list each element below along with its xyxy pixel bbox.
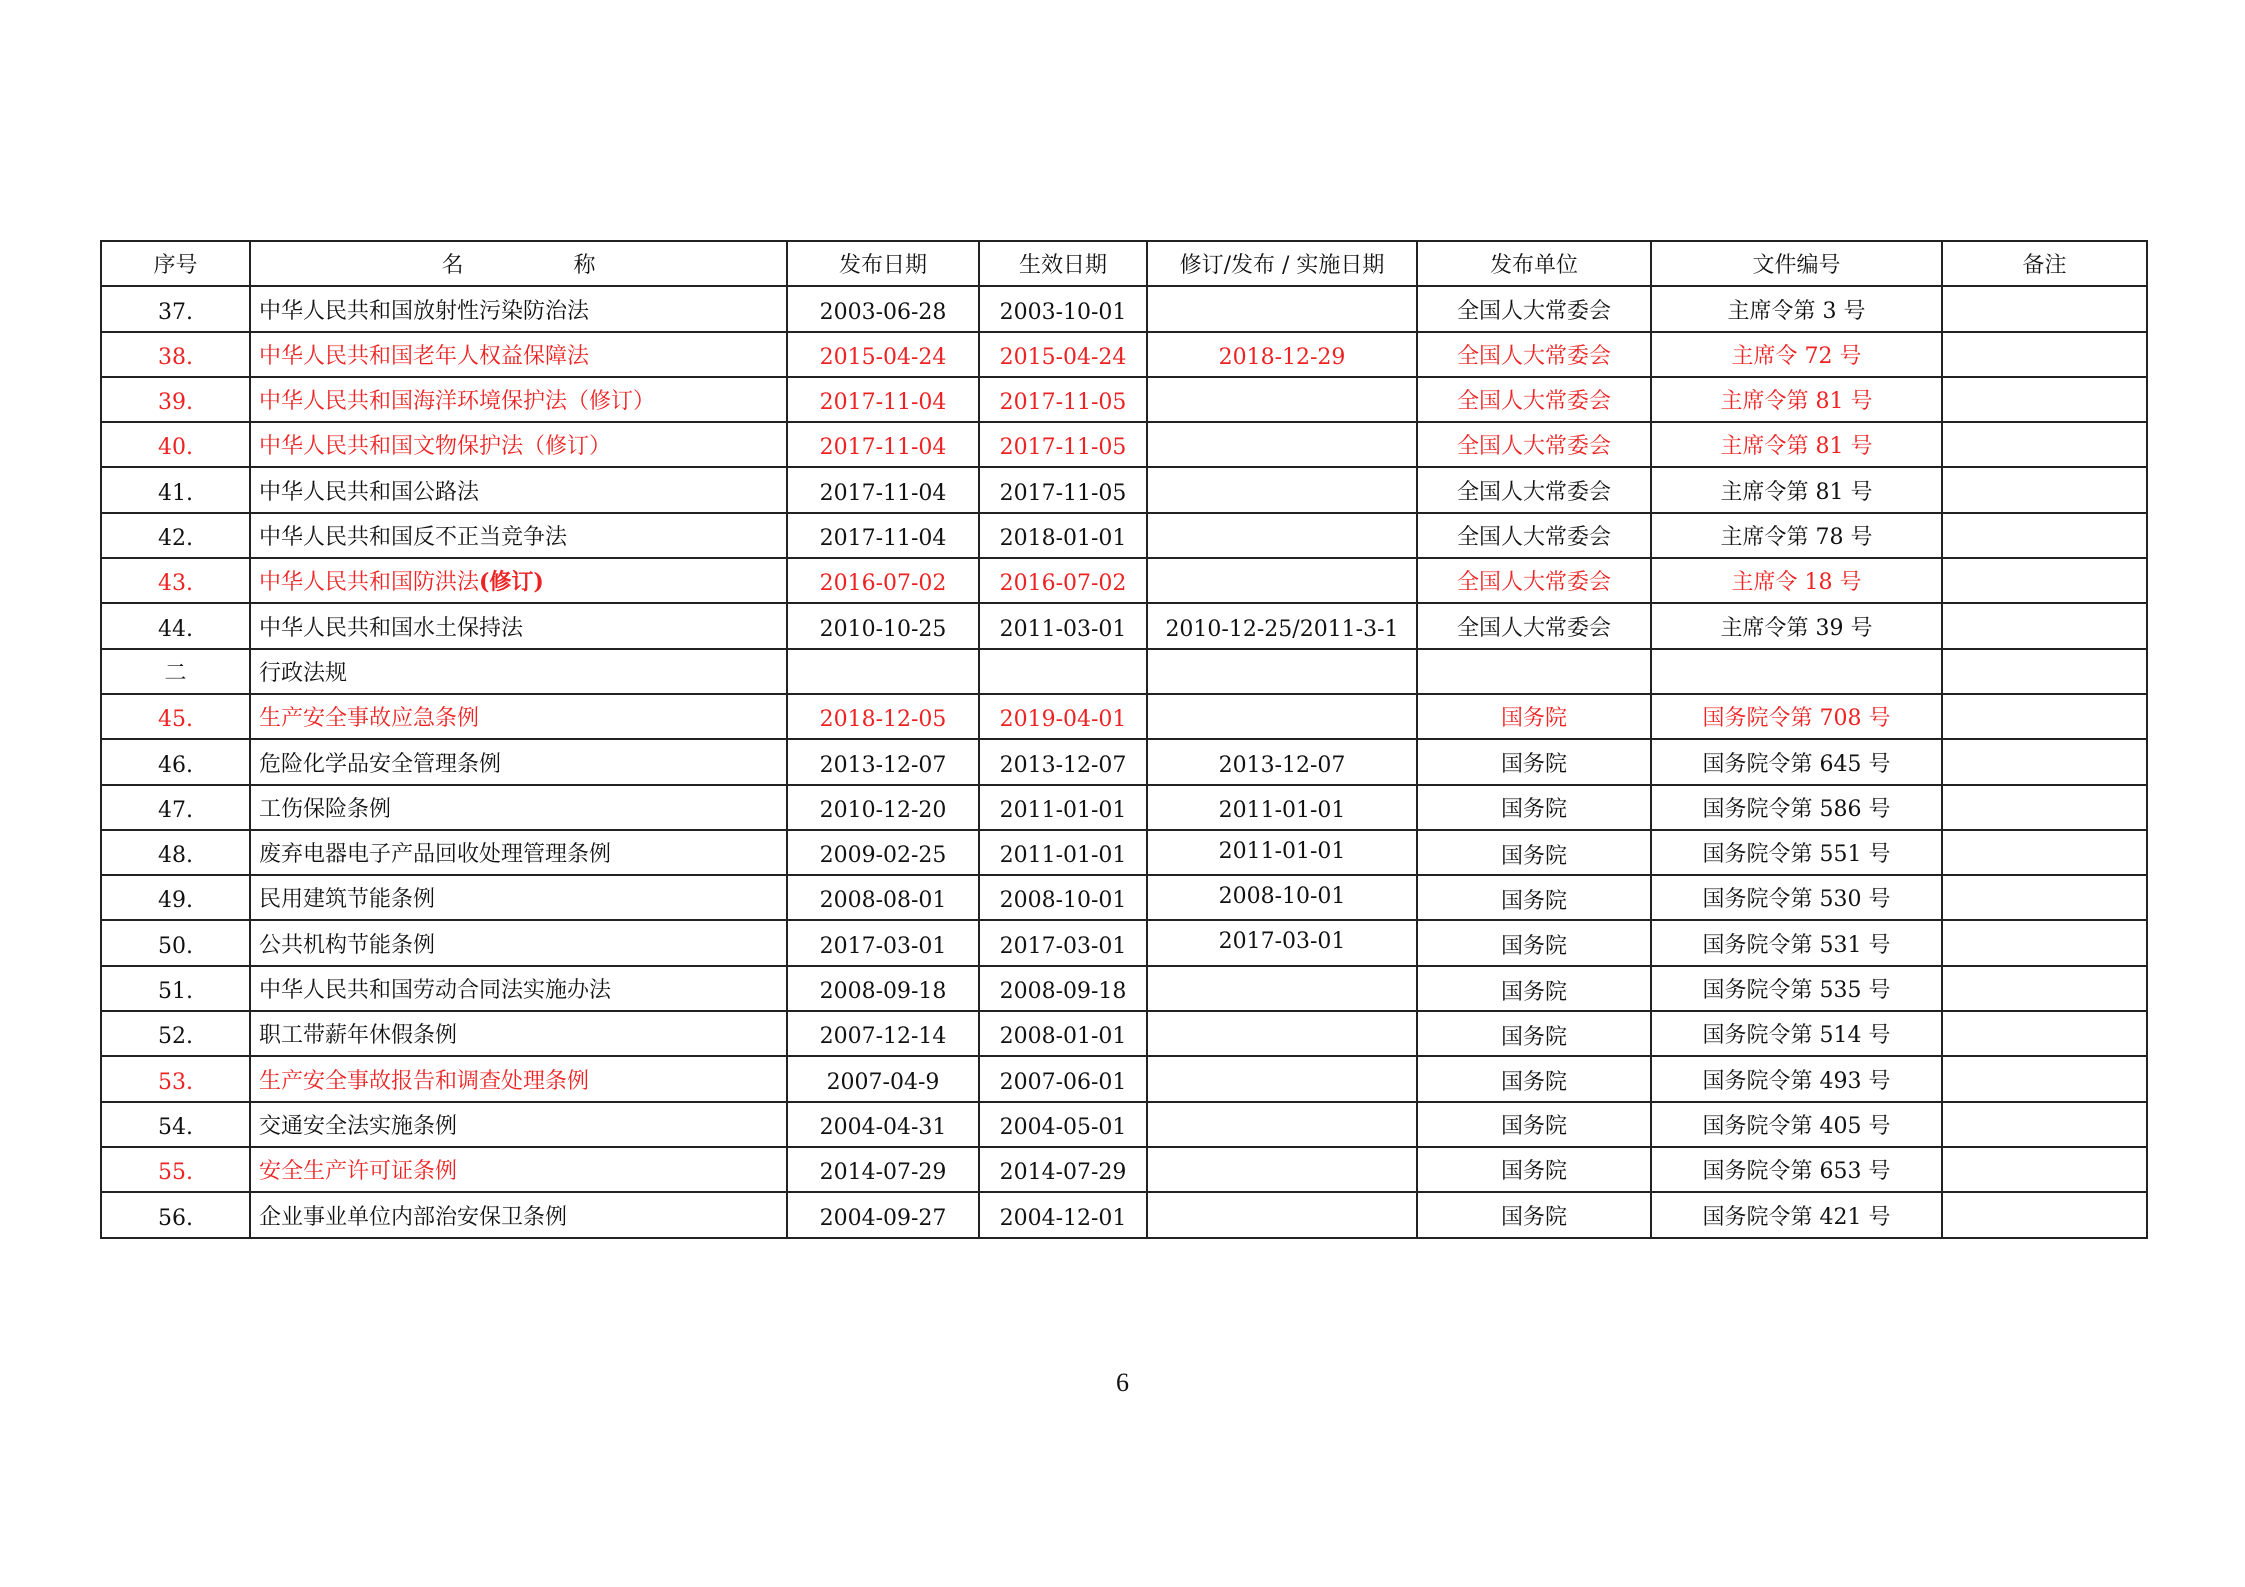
cell-revision-date [1147,1192,1417,1237]
cell-issuer: 国务院 [1417,739,1651,784]
cell-name: 废弃电器电子产品回收处理管理条例 [250,830,787,875]
cell-remarks [1942,467,2147,512]
cell-issuer: 国务院 [1417,966,1651,1011]
table-row [101,1056,2147,1101]
cell-effective-date: 2014-07-29 [979,1147,1147,1192]
cell-issuer: 国务院 [1417,920,1651,965]
cell-revision-date [1147,966,1417,1011]
table-row [101,966,2147,1011]
header-doc-number: 文件编号 [1651,241,1942,286]
header-seq: 序号 [101,241,250,286]
cell-remarks [1942,603,2147,648]
cell-remarks [1942,785,2147,830]
cell-remarks [1942,1147,2147,1192]
cell-issuer: 国务院 [1417,875,1651,920]
cell-seq: 45. [101,694,250,739]
cell-seq: 37. [101,286,250,331]
cell-revision-date [1147,1056,1417,1101]
cell-issuer: 国务院 [1417,785,1651,830]
table-row [101,875,2147,920]
cell-publish-date: 2017-11-04 [787,422,979,467]
cell-remarks [1942,377,2147,422]
cell-publish-date: 2014-07-29 [787,1147,979,1192]
table-row [101,467,2147,512]
cell-revision-date [1147,286,1417,331]
cell-issuer: 国务院 [1417,1192,1651,1237]
cell-remarks [1942,332,2147,377]
cell-doc-number: 主席令第 78 号 [1651,513,1942,558]
cell-issuer: 国务院 [1417,1102,1651,1147]
table-row [101,422,2147,467]
cell-seq: 49. [101,875,250,920]
cell-remarks [1942,1056,2147,1101]
cell-name: 中华人民共和国海洋环境保护法（修订） [250,377,787,422]
regulations-table [100,240,2148,1239]
table-row [101,785,2147,830]
cell-seq: 55. [101,1147,250,1192]
cell-doc-number: 国务院令第 405 号 [1651,1102,1942,1147]
table-row [101,694,2147,739]
cell-issuer: 全国人大常委会 [1417,332,1651,377]
section-number: 二 [101,649,250,694]
cell-publish-date: 2010-12-20 [787,785,979,830]
cell-effective-date: 2017-11-05 [979,377,1147,422]
cell-seq: 41. [101,467,250,512]
cell-doc-number: 主席令第 39 号 [1651,603,1942,648]
cell-seq: 40. [101,422,250,467]
cell-effective-date: 2003-10-01 [979,286,1147,331]
cell-seq: 50. [101,920,250,965]
table-row [101,332,2147,377]
cell-doc-number: 国务院令第 586 号 [1651,785,1942,830]
cell-revision-date [1147,1011,1417,1056]
header-publish-date: 发布日期 [787,241,979,286]
cell-publish-date: 2017-11-04 [787,377,979,422]
cell-revision-date [1147,1102,1417,1147]
cell-issuer: 全国人大常委会 [1417,513,1651,558]
cell-doc-number: 国务院令第 645 号 [1651,739,1942,784]
cell-effective-date: 2007-06-01 [979,1056,1147,1101]
cell-doc-number: 国务院令第 493 号 [1651,1056,1942,1101]
cell-effective-date: 2017-11-05 [979,422,1147,467]
table-row [101,1192,2147,1237]
cell-publish-date: 2007-04-9 [787,1056,979,1101]
cell-issuer: 全国人大常委会 [1417,603,1651,648]
cell-remarks [1942,1102,2147,1147]
cell-revision-date [1147,649,1417,694]
cell-issuer: 国务院 [1417,830,1651,875]
table-row [101,603,2147,648]
cell-remarks [1942,558,2147,603]
cell-seq: 42. [101,513,250,558]
cell-doc-number: 主席令 72 号 [1651,332,1942,377]
cell-name: 安全生产许可证条例 [250,1147,787,1192]
header-effective-date: 生效日期 [979,241,1147,286]
cell-issuer: 全国人大常委会 [1417,286,1651,331]
cell-revision-date: 2011-01-01 [1147,785,1417,830]
cell-doc-number: 国务院令第 530 号 [1651,875,1942,920]
cell-publish-date: 2010-10-25 [787,603,979,648]
cell-effective-date: 2011-03-01 [979,603,1147,648]
cell-doc-number: 国务院令第 421 号 [1651,1192,1942,1237]
table-row [101,830,2147,875]
cell-remarks [1942,694,2147,739]
cell-publish-date: 2013-12-07 [787,739,979,784]
cell-remarks [1942,1192,2147,1237]
cell-name: 中华人民共和国反不正当竞争法 [250,513,787,558]
cell-effective-date: 2017-03-01 [979,920,1147,965]
cell-name: 中华人民共和国公路法 [250,467,787,512]
cell-seq: 38. [101,332,250,377]
cell-doc-number: 国务院令第 514 号 [1651,1011,1942,1056]
table-row [101,739,2147,784]
cell-doc-number: 国务院令第 708 号 [1651,694,1942,739]
cell-effective-date: 2004-12-01 [979,1192,1147,1237]
cell-issuer: 国务院 [1417,1147,1651,1192]
cell-effective-date: 2019-04-01 [979,694,1147,739]
cell-effective-date: 2013-12-07 [979,739,1147,784]
cell-doc-number: 国务院令第 653 号 [1651,1147,1942,1192]
cell-effective-date: 2008-01-01 [979,1011,1147,1056]
cell-issuer: 全国人大常委会 [1417,558,1651,603]
cell-seq: 54. [101,1102,250,1147]
cell-revision-date [1147,1147,1417,1192]
cell-remarks [1942,649,2147,694]
cell-revision-date [1147,694,1417,739]
header-issuer: 发布单位 [1417,241,1651,286]
cell-remarks [1942,286,2147,331]
cell-effective-date: 2011-01-01 [979,830,1147,875]
cell-name: 中华人民共和国劳动合同法实施办法 [250,966,787,1011]
cell-effective-date: 2018-01-01 [979,513,1147,558]
cell-doc-number: 主席令 18 号 [1651,558,1942,603]
cell-name: 职工带薪年休假条例 [250,1011,787,1056]
cell-issuer: 全国人大常委会 [1417,422,1651,467]
cell-name [250,558,787,603]
cell-name-suffix: (修订) [479,569,544,596]
table-row [101,1147,2147,1192]
cell-name: 生产安全事故报告和调查处理条例 [250,1056,787,1101]
cell-effective-date: 2017-11-05 [979,467,1147,512]
cell-doc-number: 主席令第 81 号 [1651,377,1942,422]
cell-seq: 43. [101,558,250,603]
cell-doc-number: 国务院令第 551 号 [1651,830,1942,875]
cell-seq: 46. [101,739,250,784]
cell-publish-date: 2004-09-27 [787,1192,979,1237]
header-revision-date: 修订/发布 / 实施日期 [1147,241,1417,286]
cell-name: 生产安全事故应急条例 [250,694,787,739]
cell-seq: 44. [101,603,250,648]
cell-name: 中华人民共和国水土保持法 [250,603,787,648]
cell-publish-date: 2017-03-01 [787,920,979,965]
cell-remarks [1942,1011,2147,1056]
cell-seq: 53. [101,1056,250,1101]
cell-effective-date: 2016-07-02 [979,558,1147,603]
cell-publish-date: 2015-04-24 [787,332,979,377]
cell-revision-date [1147,467,1417,512]
cell-issuer: 国务院 [1417,1056,1651,1101]
table-row [101,377,2147,422]
page-number: 6 [1116,1368,1129,1397]
header-remarks: 备注 [1942,241,2147,286]
cell-publish-date: 2004-04-31 [787,1102,979,1147]
cell-seq: 47. [101,785,250,830]
cell-doc-number [1651,649,1942,694]
cell-effective-date: 2008-10-01 [979,875,1147,920]
cell-remarks [1942,830,2147,875]
cell-revision-date: 2017-03-01 [1147,920,1417,965]
cell-publish-date [787,649,979,694]
cell-publish-date: 2016-07-02 [787,558,979,603]
cell-publish-date: 2009-02-25 [787,830,979,875]
cell-seq: 56. [101,1192,250,1237]
cell-revision-date: 2010-12-25/2011-3-1 [1147,603,1417,648]
cell-effective-date: 2004-05-01 [979,1102,1147,1147]
cell-doc-number: 主席令第 81 号 [1651,422,1942,467]
table-row [101,1102,2147,1147]
cell-doc-number: 国务院令第 531 号 [1651,920,1942,965]
cell-publish-date: 2008-08-01 [787,875,979,920]
cell-effective-date: 2011-01-01 [979,785,1147,830]
cell-name: 企业事业单位内部治安保卫条例 [250,1192,787,1237]
cell-effective-date [979,649,1147,694]
cell-publish-date: 2007-12-14 [787,1011,979,1056]
cell-name: 中华人民共和国放射性污染防治法 [250,286,787,331]
cell-issuer [1417,649,1651,694]
cell-issuer: 全国人大常委会 [1417,377,1651,422]
cell-revision-date: 2013-12-07 [1147,739,1417,784]
cell-seq: 51. [101,966,250,1011]
cell-revision-date: 2018-12-29 [1147,332,1417,377]
cell-name: 中华人民共和国文物保护法（修订） [250,422,787,467]
cell-publish-date: 2008-09-18 [787,966,979,1011]
section-row [101,649,2147,694]
table-row [101,920,2147,965]
cell-doc-number: 主席令第 81 号 [1651,467,1942,512]
cell-name: 公共机构节能条例 [250,920,787,965]
cell-publish-date: 2017-11-04 [787,467,979,512]
cell-issuer: 国务院 [1417,1011,1651,1056]
cell-remarks [1942,875,2147,920]
cell-name-text: 中华人民共和国防洪法 [259,570,480,596]
table-row [101,558,2147,603]
cell-revision-date [1147,377,1417,422]
table-row [101,1011,2147,1056]
cell-seq: 48. [101,830,250,875]
section-title: 行政法规 [250,649,787,694]
cell-doc-number: 主席令第 3 号 [1651,286,1942,331]
cell-issuer: 国务院 [1417,694,1651,739]
cell-effective-date: 2008-09-18 [979,966,1147,1011]
cell-remarks [1942,422,2147,467]
cell-remarks [1942,920,2147,965]
cell-publish-date: 2017-11-04 [787,513,979,558]
cell-revision-date: 2011-01-01 [1147,830,1417,875]
header-name: 名 称 [250,241,787,286]
cell-doc-number: 国务院令第 535 号 [1651,966,1942,1011]
cell-revision-date [1147,513,1417,558]
cell-name: 中华人民共和国老年人权益保障法 [250,332,787,377]
cell-name: 工伤保险条例 [250,785,787,830]
cell-effective-date: 2015-04-24 [979,332,1147,377]
cell-seq: 39. [101,377,250,422]
cell-name: 危险化学品安全管理条例 [250,739,787,784]
table-row [101,286,2147,331]
cell-publish-date: 2003-06-28 [787,286,979,331]
cell-publish-date: 2018-12-05 [787,694,979,739]
cell-revision-date [1147,558,1417,603]
cell-seq: 52. [101,1011,250,1056]
cell-name: 民用建筑节能条例 [250,875,787,920]
cell-issuer: 全国人大常委会 [1417,467,1651,512]
table-header-row [101,241,2147,286]
cell-remarks [1942,513,2147,558]
cell-name: 交通安全法实施条例 [250,1102,787,1147]
cell-revision-date [1147,422,1417,467]
table-row [101,513,2147,558]
cell-revision-date: 2008-10-01 [1147,875,1417,920]
cell-remarks [1942,966,2147,1011]
cell-remarks [1942,739,2147,784]
